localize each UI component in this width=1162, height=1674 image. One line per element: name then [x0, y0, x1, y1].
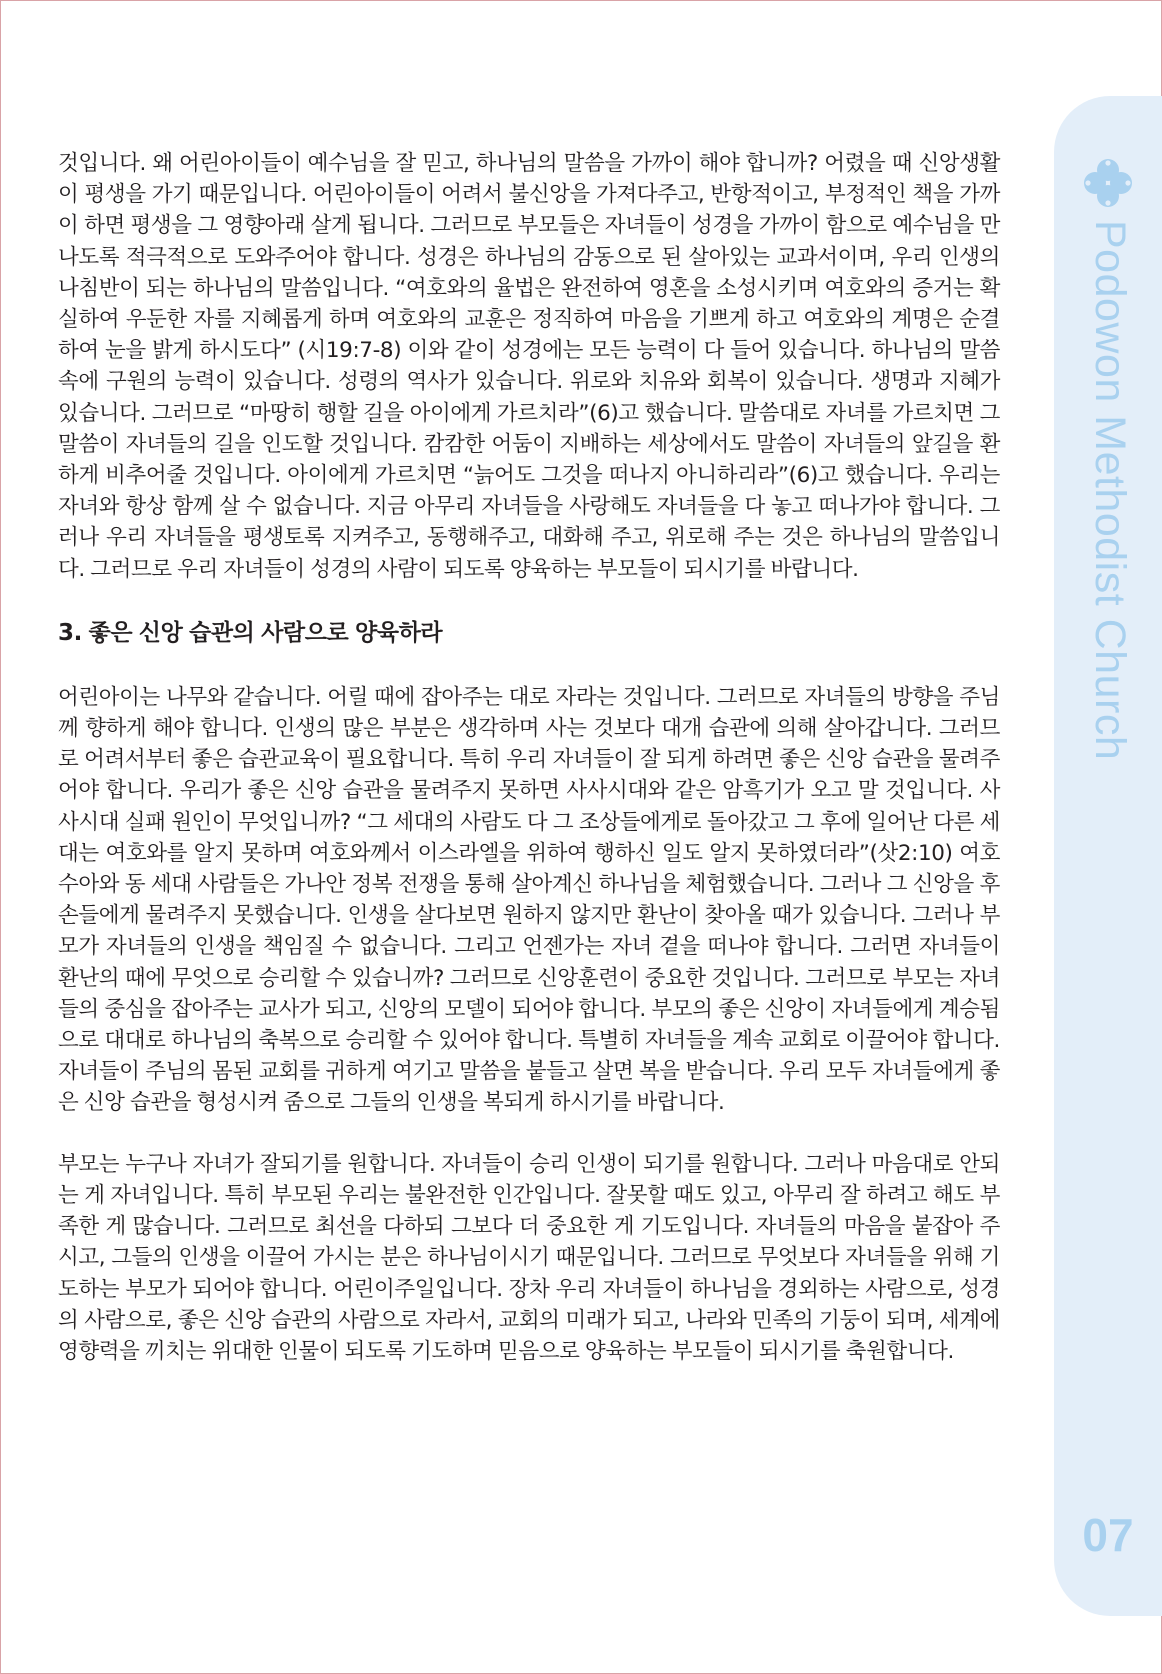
- body-paragraph-3: 부모는 누구나 자녀가 잘되기를 원합니다. 자녀들이 승리 인생이 되기를 원합니다. 그러나 마음대로 안되는 게 자녀입니다. 특히 부모된 우리는 불완전한 인간입니다. 잘못할 때도 있고, 아무리 잘 하려고 해도 부족한 게 많습니다. 그러므로 최선을 다하되 그보다 더 중요한 게 기도입니다. 자녀들의 마음을 붙잡아 주시고, 그들의 인생을 이끌어 가시는 분은 하나님이시기 때문입니다. 그러므로 무엇보다 자녀들을 위해 기도하는 부모가 되어야 합니다. 어린이주일입니다. 장차 우리 자녀들이 하나님을 경외하는 사람으로, 성경의 사람으로, 좋은 신앙 습관의 사람으로 자라서, 교회의 미래가 되고, 나라와 민족의 기둥이 되며, 세계에 영향력을 끼치는 위대한 인물이 되도록 기도하며 믿음으로 양육하는 부모들이 되시기를 축원합니다.: [58, 1151, 1000, 1364]
- flower-cross-icon: [1083, 158, 1133, 208]
- body-paragraph-1: 것입니다. 왜 어린아이들이 예수님을 잘 믿고, 하나님의 말씀을 가까이 해야 합니까? 어렸을 때 신앙생활이 평생을 가기 때문입니다. 어린아이들이 어려서 불신앙을 가져다주고, 반항적이고, 부정적인 책을 가까이 하면 평생을 그 영향아래 살게 됩니다. 그러므로 부모들은 자녀들이 성경을 가까이 함으로 예수님을 만나도록 적극적으로 도와주어야 합니다. 성경은 하나님의 감동으로 된 살아있는 교과서이며, 우리 인생의 나침반이 되는 하나님의 말씀입니다. “여호와의 율법은 완전하여 영혼을 소성시키며 여호와의 증거는 확실하여 우둔한 자를 지혜롭게 하며 여호와의 교훈은 정직하여 마음을 기쁘게 하고 여호와의 계명은 순결하여 눈을 밝게 하시도다” (시19:7-8) 이와 같이 성경에는 모든 능력이 다 들어 있습니다. 하나님의 말씀 속에 구원의 능력이 있습니다. 성령의 역사가 있습니다. 위로와 치유와 회복이 있습니다. 생명과 지혜가 있습니다. 그러므로 “마땅히 행할 길을 아이에게 가르치라”(6)고 했습니다. 말씀대로 자녀를 가르치면 그 말씀이 자녀들의 길을 인도할 것입니다. 캄캄한 어둠이 지배하는 세상에서도 말씀이 자녀들의 앞길을 환하게 비추어줄 것입니다. 아이에게 가르치면 “늙어도 그것을 떠나지 아니하리라”(6)고 했습니다. 우리는 자녀와 항상 함께 살 수 없습니다. 지금 아무리 자녀들을 사랑해도 자녀들을 다 놓고 떠나가야 합니다. 그러나 우리 자녀들을 평생토록 지켜주고, 동행해주고, 대화해 주고, 위로해 주는 것은 하나님의 말씀입니다. 그러므로 우리 자녀들이 성경의 사람이 되도록 양육하는 부모들이 되시기를 바랍니다.: [58, 151, 1000, 582]
- church-name-vertical: Podowon Methodist Church: [1086, 220, 1134, 761]
- section-heading: 3. 좋은 신앙 습관의 사람으로 양육하라: [58, 619, 443, 646]
- body-paragraph-2: 어린아이는 나무와 같습니다. 어릴 때에 잡아주는 대로 자라는 것입니다. 그러므로 자녀들의 방향을 주님께 향하게 해야 합니다. 인생의 많은 부분은 생각하며 사는 것보다 대개 습관에 의해 살아갑니다. 그러므로 어려서부터 좋은 습관교육이 필요합니다. 특히 우리 자녀들이 잘 되게 하려면 좋은 신앙 습관을 물려주어야 합니다. 우리가 좋은 신앙 습관을 물려주지 못하면 사사시대와 같은 암흑기가 오고 말 것입니다. 사사시대 실패 원인이 무엇입니까? “그 세대의 사람도 다 그 조상들에게로 돌아갔고 그 후에 일어난 다른 세대는 여호와를 알지 못하며 여호와께서 이스라엘을 위하여 행하신 일도 알지 못하였더라”(삿2:10) 여호수아와 동 세대 사람들은 가나안 정복 전쟁을 통해 살아계신 하나님을 체험했습니다. 그러나 그 신앙을 후손들에게 물려주지 못했습니다. 인생을 살다보면 원하지 않지만 환난이 찾아올 때가 있습니다. 그러나 부모가 자녀들의 인생을 책임질 수 없습니다. 그리고 언젠가는 자녀 곁을 떠나야 합니다. 그러면 자녀들이 환난의 때에 무엇으로 승리할 수 있습니까? 그러므로 신앙훈련이 중요한 것입니다. 그러므로 부모는 자녀들의 중심을 잡아주는 교사가 되고, 신앙의 모델이 되어야 합니다. 부모의 좋은 신앙이 자녀들에게 계승됨으로 대대로 하나님의 축복으로 승리할 수 있어야 합니다. 특별히 자녀들을 계속 교회로 이끌어야 합니다. 자녀들이 주님의 몸된 교회를 귀하게 여기고 말씀을 붙들고 살면 복을 받습니다. 우리 모두 자녀들에게 좋은 신앙 습관을 형성시켜 줌으로 그들의 인생을 복되게 하시기를 바랍니다.: [58, 684, 1000, 1116]
- article-body: [58, 148, 1000, 1367]
- page-number: 07: [1082, 1509, 1134, 1561]
